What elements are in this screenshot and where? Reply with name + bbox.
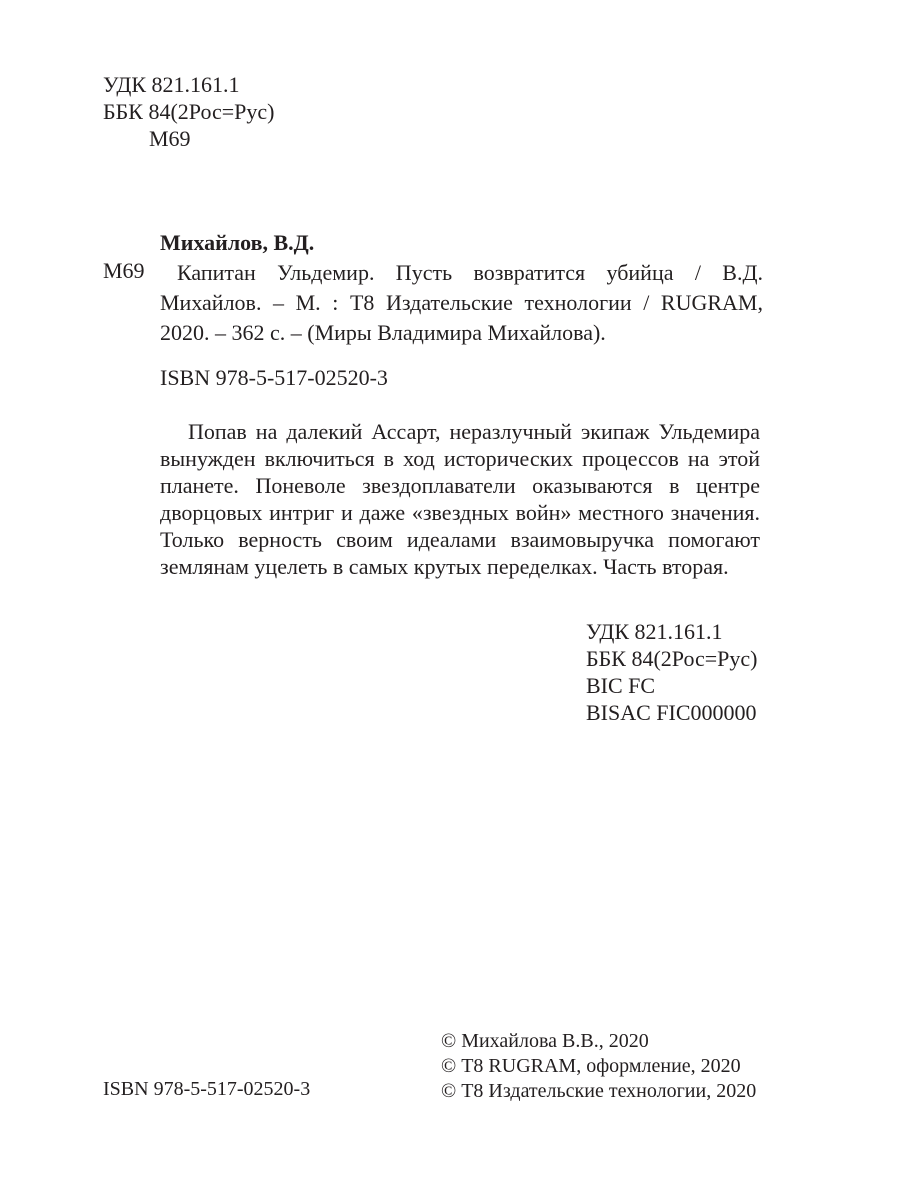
- copyright-line: © Михайлова В.В., 2020: [441, 1030, 649, 1052]
- author-mark-top: М69: [149, 126, 191, 151]
- bibliographic-entry: [103, 258, 763, 348]
- copyright-line: © Т8 RUGRAM, оформление, 2020: [441, 1055, 741, 1077]
- author-mark: М69: [103, 258, 145, 283]
- bisac-code: BISAC FIC000000: [586, 700, 757, 725]
- bibliographic-description: Капитан Ульдемир. Пусть возвратится убийца / В.Д. Михайлов. – М. : Т8 Издательские технологии / RUGRAM, 2020. – 362 с. – (Миры Владимира Михайлова).: [160, 260, 763, 345]
- copyright-line: © Т8 Издательские технологии, 2020: [441, 1080, 757, 1102]
- isbn-bottom: ISBN 978-5-517-02520-3: [103, 1078, 311, 1100]
- classification-codes-right: [586, 618, 758, 726]
- bic-code: BIC FC: [586, 673, 656, 698]
- udk-code: УДК 821.161.1: [586, 619, 723, 644]
- author-heading: Михайлов, В.Д.: [160, 230, 315, 255]
- udk-code-top: УДК 821.161.1: [103, 72, 240, 97]
- copyright-block: [441, 1029, 756, 1104]
- annotation-paragraph: Попав на далекий Ассарт, неразлучный экипаж Ульдемира вынужден включиться в ход исторических процессов на этой планете. Поневоле звездоплаватели оказываются в центре дворцовых интриг и даже «звездных войн» местного значения. Только верность своим идеалами взаимовыручка помогают землянам уцелеть в самых крутых переделках. Часть вторая.: [160, 419, 760, 579]
- isbn-main: ISBN 978-5-517-02520-3: [160, 365, 388, 390]
- bbk-code-top: ББК 84(2Рос=Рус): [103, 99, 275, 124]
- bbk-code: ББК 84(2Рос=Рус): [586, 646, 758, 671]
